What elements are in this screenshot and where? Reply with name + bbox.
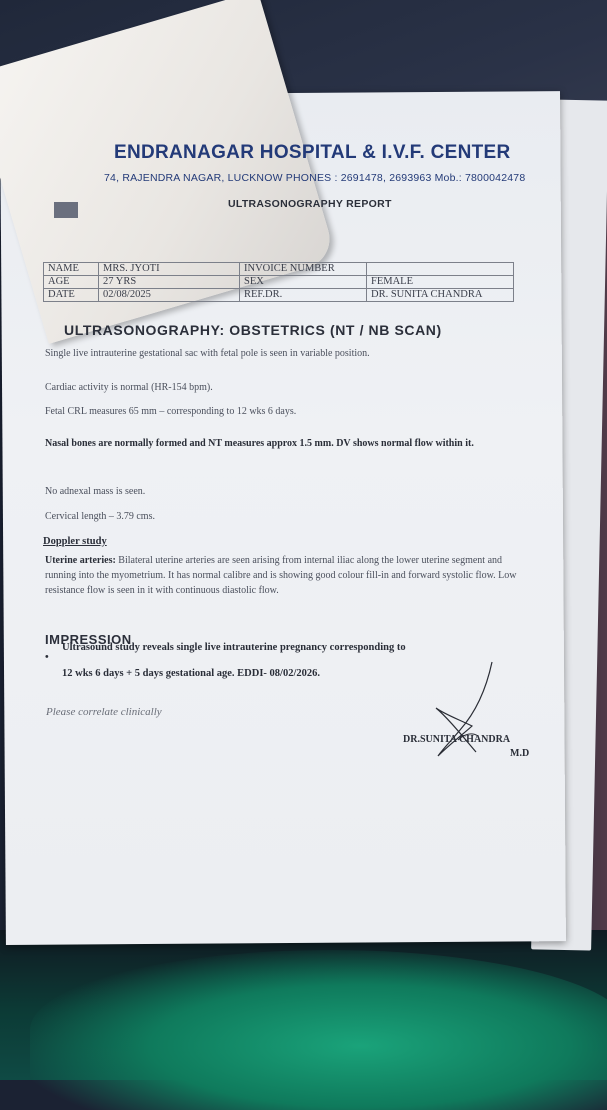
date-label: DATE — [44, 289, 99, 302]
hospital-name: ENDRANAGAR HOSPITAL & I.V.F. CENTER — [114, 142, 511, 163]
doctor-name: DR.SUNITA CHANDRA — [403, 734, 511, 745]
finding-crl: Fetal CRL measures 65 mm – corresponding to 12 wks 6 days. — [45, 406, 297, 417]
invoice-label: INVOICE NUMBER — [240, 263, 367, 276]
name-value: MRS. JYOTI — [99, 263, 240, 276]
uterine-paragraph — [45, 553, 535, 598]
hospital-logo — [54, 202, 78, 218]
report-heading: ULTRASONOGRAPHY: OBSTETRICS (NT / NB SCAN) — [64, 322, 442, 338]
correlate-note: Please correlate clinically — [46, 706, 162, 718]
impression-bullet: • — [45, 652, 49, 663]
report-title: ULTRASONOGRAPHY REPORT — [228, 198, 392, 210]
table-row — [44, 276, 514, 289]
table-row — [44, 289, 514, 302]
uterine-text: Bilateral uterine arteries are seen arising from internal iliac along the lower uterine segment and running into the myometrium. It has normal calibre and is showing good colour fill-in and forward systolic flow. Low resistance flow is seen in it with continuous diastolic flow. — [45, 555, 517, 596]
finding-nasal: Nasal bones are normally formed and NT measures approx 1.5 mm. DV shows normal flow within it. — [45, 438, 474, 449]
finding-adnexal: No adnexal mass is seen. — [45, 486, 146, 497]
sex-label: SEX — [240, 276, 367, 289]
name-label: NAME — [44, 263, 99, 276]
doctor-degree: M.D — [510, 748, 530, 759]
age-label: AGE — [44, 276, 99, 289]
finding-cervical: Cervical length – 3.79 cms. — [45, 511, 155, 522]
table-row — [44, 263, 514, 276]
uterine-label: Uterine arteries: — [45, 555, 116, 566]
bleed-through-text — [230, 480, 234, 498]
green-cloth — [30, 950, 607, 1110]
refdr-label: REF.DR. — [240, 289, 367, 302]
sex-value: FEMALE — [367, 276, 514, 289]
impression-line-1: Ultrasound study reveals single live intrauterine pregnancy corresponding to — [62, 642, 406, 653]
date-value: 02/08/2025 — [99, 289, 240, 302]
finding-sac: Single live intrauterine gestational sac with fetal pole is seen in variable position. — [45, 348, 370, 359]
finding-cardiac: Cardiac activity is normal (HR-154 bpm). — [45, 382, 213, 393]
doppler-title: Doppler study — [43, 536, 107, 547]
age-value: 27 YRS — [99, 276, 240, 289]
invoice-value — [367, 263, 514, 276]
impression-line-2: 12 wks 6 days + 5 days gestational age. EDDI- 08/02/2026. — [62, 668, 321, 679]
impression-title: IMPRESSION — [45, 632, 132, 647]
hospital-address: 74, RAJENDRA NAGAR, LUCKNOW PHONES : 2691478, 2693963 Mob.: 7800042478 — [104, 172, 526, 184]
refdr-value: DR. SUNITA CHANDRA — [367, 289, 514, 302]
patient-info-table — [43, 262, 514, 302]
